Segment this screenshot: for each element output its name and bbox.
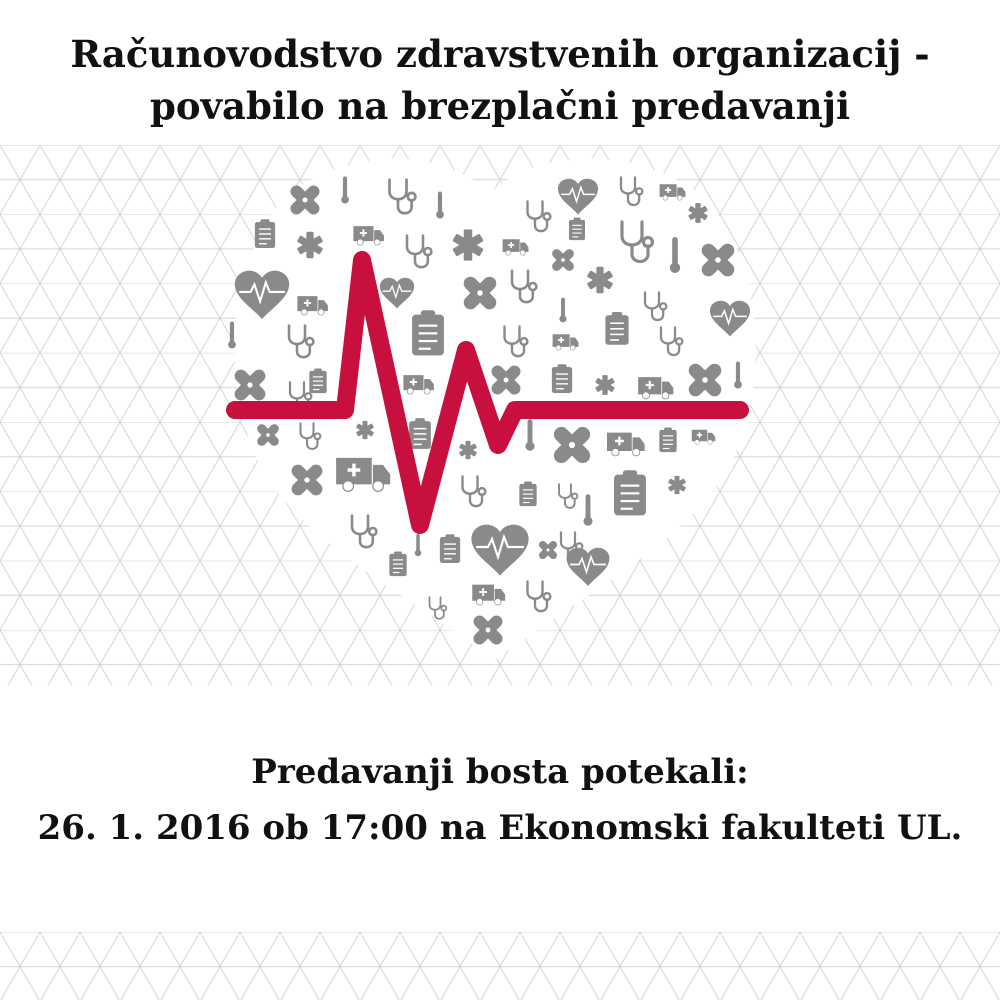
clip-icon (569, 218, 584, 240)
title-line-2: povabilo na brezplačni predavanji (149, 84, 851, 128)
clip-icon (413, 311, 444, 355)
details-line-1: Predavanji bosta potekali: (251, 752, 749, 792)
clip-icon (615, 471, 646, 515)
clip-icon (440, 535, 460, 563)
clip-icon (520, 482, 537, 506)
clip-icon (552, 365, 572, 393)
clip-icon (255, 220, 275, 248)
details-line-2: 26. 1. 2016 ob 17:00 na Ekonomski fakulteti UL. (37, 808, 963, 848)
clip-icon (310, 369, 327, 393)
lecture-details (0, 744, 1000, 856)
clip-icon (410, 419, 431, 449)
clip-icon (606, 312, 628, 344)
clip-icon (660, 428, 677, 452)
clip-icon (390, 552, 407, 576)
title-line-1: Računovodstvo zdravstvenih organizacij - (70, 32, 930, 76)
heart-pulse-illustration (0, 145, 1000, 685)
page-title (0, 28, 1000, 132)
footer-grid-pattern (0, 932, 1000, 1000)
